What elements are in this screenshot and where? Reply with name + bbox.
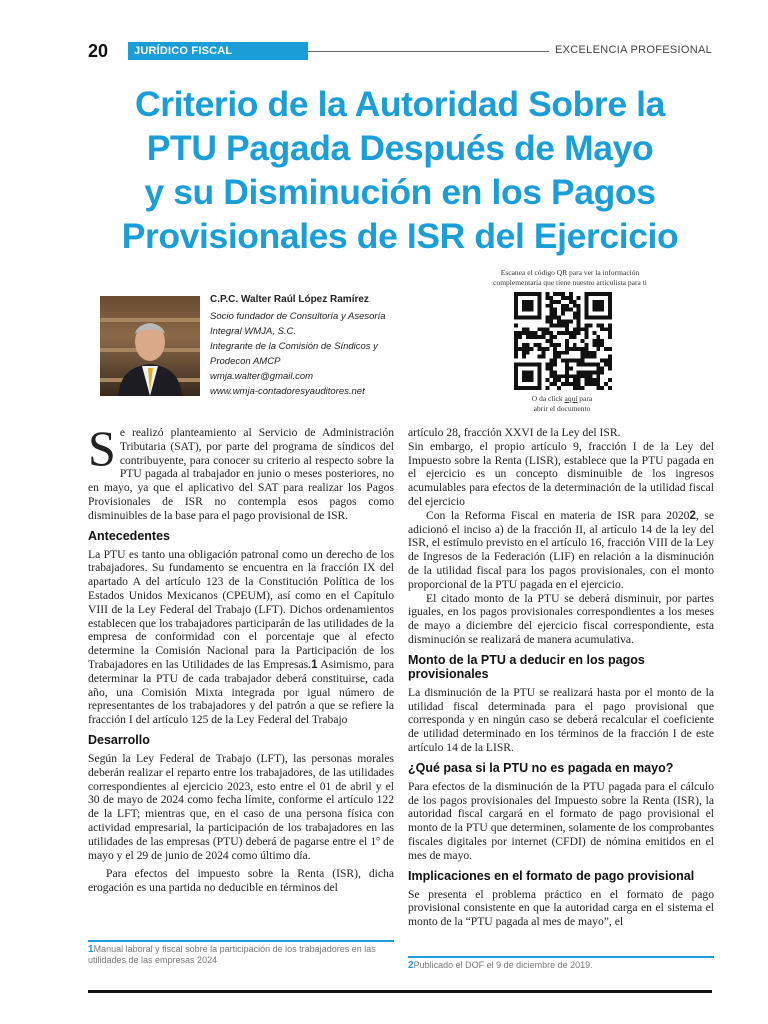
page-header (88, 40, 712, 62)
qr-click-text: O da click aquí para abrir el documento (531, 394, 593, 413)
author-name: C.P.C. Walter Raúl López Ramírez (210, 294, 369, 305)
heading-que-pasa: ¿Qué pasa si la PTU no es pagada en mayo? (408, 760, 674, 775)
author-info (210, 292, 490, 399)
section-label: JURÍDICO FISCAL (128, 42, 308, 60)
paragraph: Sin embargo, el propio artículo 9, fracción I de la Ley del Impuesto sobre la Renta (LISR), establece que la PTU pagada en el ejercicio es un concepto disminuible de los ingresos acumulables para efectos de la determinación de la utilidad fiscal del ejercicio (408, 439, 714, 508)
intro-paragraph: Se realizó planteamiento al Servicio de Administración Tributaria (SAT), por parte del programa de síndicos del contribuyente, para conocer su criterio al respecto sobre la PTU pagada al trabajador en junio o meses posteriores, no en mayo, ya que el aplicativo del SAT para realizar los Pagos Provisionales de ISR no contempla esos pagos como disminuibles de la base para el pago provisional de ISR. (88, 420, 394, 522)
author-role: Integrante de la Comisión de Síndicos y (210, 341, 378, 352)
title-line: PTU Pagada Después de Mayo (146, 128, 654, 168)
title-line: Provisionales de ISR del Ejercicio (121, 216, 679, 256)
footnote-2: 2Publicado el DOF el 9 de diciembre de 2019. (408, 960, 593, 971)
title-line: y su Disminución en los Pagos (144, 172, 656, 212)
paragraph: El citado monto de la PTU se deberá disminuir, por partes iguales, en los pagos provisionales correspondientes a los meses de mayo a diciembre del ejercicio fiscal correspondiente, esta disminución se realizará de manera acumulativa. (408, 591, 714, 646)
article-title (88, 82, 712, 258)
paragraph: La disminución de la PTU se realizará hasta por el monto de la utilidad fiscal determinada para el pago provisional que corresponda y en ningún caso se deberá recalcular el coeficiente de utilidad determinado en los términos de la fracción I de este artículo 14 de la LISR. (408, 685, 714, 754)
qr-code-icon[interactable] (514, 292, 612, 390)
magazine-name: EXCELENCIA PROFESIONAL (549, 44, 712, 56)
paragraph: Se presenta el problema práctico en el formato de pago provisional consistente en que la autoridad carga en el sistema el monto de la “PTU pagada al mes de mayo”, el (408, 887, 714, 929)
column-left (88, 420, 394, 895)
page-number: 20 (88, 41, 109, 61)
paragraph: Según la Ley Federal de Trabajo (LFT), las personas morales deberán realizar el reparto entre los trabajadores, de las utilidades correspondientes al ejercicio 2023, esto entre el 01 de abril y el 30 de mayo de 2024 como fecha límite, conforme el artículo 122 de la LFT; mientras que, en el caso de una persona física con actividad empresarial, la participación de los trabajadores en las utilidades de las empresas (PTU) deberá de pagarse entre el 1º de mayo y el 29 de junio de 2024 como último día. (88, 751, 394, 862)
footnote-1: 1Manual laboral y fiscal sobre la participación de los trabajadores en las utilidades de las empresas 2024 (88, 944, 376, 965)
drop-cap: S (88, 420, 116, 476)
heading-antecedentes: Antecedentes (88, 528, 170, 543)
author-role: Socio fundador de Consultoría y Asesoría (210, 311, 386, 322)
qr-caption: Escanea el código QR para ver la información complementaria que tiene nuestro articulista para ti (493, 268, 647, 287)
page-bottom-rule (88, 990, 712, 993)
author-email[interactable]: wmja.walter@gmail.com (210, 371, 314, 382)
document-link[interactable]: aquí (564, 394, 578, 403)
paragraph: La PTU es tanto una obligación patronal como un derecho de los trabajadores. Su fundamento se encuentra en la fracción IX del apartado A del artículo 123 de la Constitución Política de los Estados Unidos Mexicanos (CPEUM), así como en el Capítulo VIII de la Ley Federal del Trabajo (LFT). Dichos ordenamientos establecen que los trabajadores participarán de las utilidades de la empresa de conformidad con el porcentaje que al efecto determine la Comisión Nacional para la Participación de los Trabajadores en las Utilidades de las Empresas.1 Asimismo, para determinar la PTU de cada trabajador deberá constituirse, cada año, una Comisión Mixta integrada por igual número de representantes de los trabajadores y del patrón a que se refiere la fracción I del artículo 125 de la Ley Federal del Trabajo (88, 547, 394, 727)
heading-desarrollo: Desarrollo (88, 732, 150, 747)
author-role: Prodecon AMCP (210, 356, 281, 367)
paragraph: artículo 28, fracción XXVI de la Ley del ISR. (408, 426, 621, 439)
heading-monto: Monto de la PTU a deducir en los pagos provisionales (408, 652, 645, 681)
title-line: Criterio de la Autoridad Sobre la (135, 84, 665, 124)
footnote-rule (408, 956, 714, 958)
footnote-ref: 1 (311, 657, 318, 671)
paragraph: Para efectos del impuesto sobre la Renta (ISR), dicha erogación es una partida no deducible en términos del (88, 867, 394, 895)
paragraph: Con la Reforma Fiscal en materia de ISR para 20202, se adicionó el inciso a) de la fracción II, al artículo 14 de la ley del ISR, el estímulo previsto en el artículo 16, fracción VIII de la Ley de Ingresos de la Federación (LIF) en relación a la disminución de la utilidad fiscal para los pagos provisionales, con el monto proporcional de la PTU pagada en el ejercicio. (408, 508, 714, 591)
footnote-ref: 2 (689, 508, 696, 522)
author-website[interactable]: www.wmja-contadoresyauditores.net (210, 386, 365, 397)
author-role: Integral WMJA, S.C. (210, 326, 297, 337)
heading-implicaciones: Implicaciones en el formato de pago provisional (408, 868, 695, 883)
author-photo (100, 296, 200, 396)
column-right (408, 426, 714, 929)
footnote-rule (88, 940, 394, 942)
paragraph: Para efectos de la disminución de la PTU pagada para el cálculo de los pagos provisionales del Impuesto sobre la Renta (ISR), la autoridad fiscal cargará en el formato de pago provisional el monto de la PTU que determinen, solamente de los comprobantes fiscales digitales por internet (CFDI) de nómina emitidos en el mes de mayo. (408, 779, 714, 862)
